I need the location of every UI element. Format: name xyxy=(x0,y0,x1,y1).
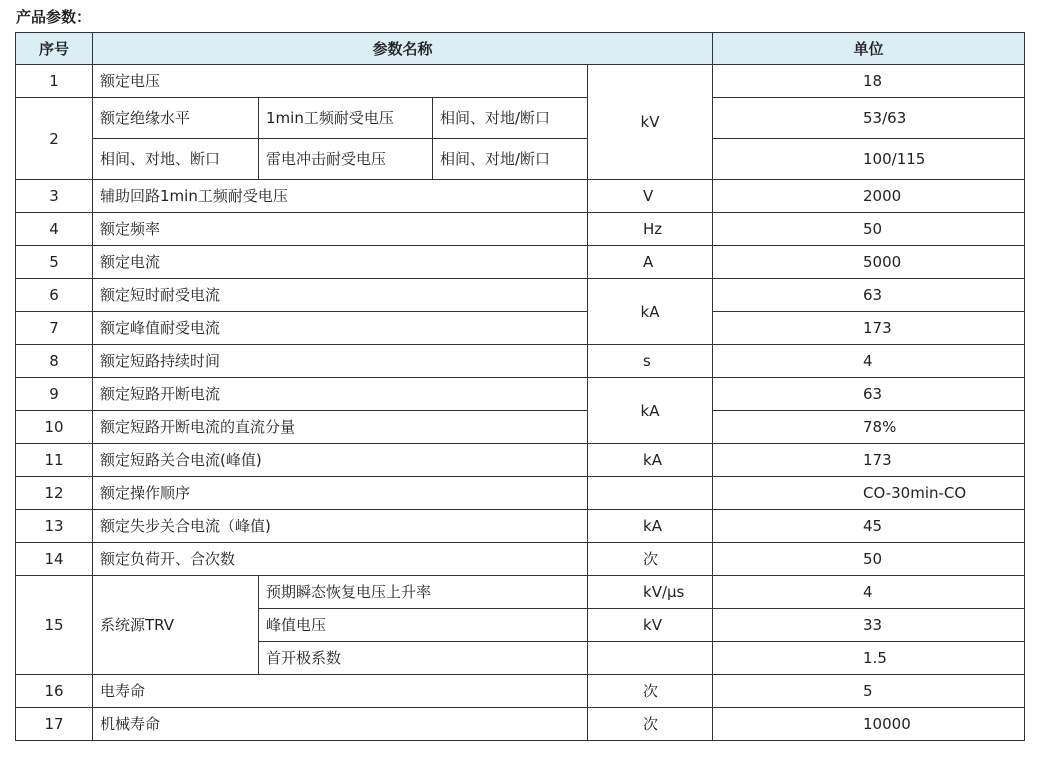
row-name: 相间、对地、断口 xyxy=(93,139,259,180)
row-value: 4 xyxy=(713,576,1025,609)
row-name: 额定短路开断电流 xyxy=(93,378,588,411)
row-unit: kA xyxy=(588,378,713,444)
row-no: 13 xyxy=(16,510,93,543)
row-unit: kA xyxy=(588,510,713,543)
row-name: 电寿命 xyxy=(93,675,588,708)
page-title: 产品参数： xyxy=(16,8,92,26)
table-row xyxy=(16,411,1025,444)
row-sub-name: 相间、对地/断口 xyxy=(433,98,588,139)
row-value: 4 xyxy=(713,345,1025,378)
row-unit xyxy=(588,642,713,675)
table-row xyxy=(16,345,1025,378)
row-value: 18 xyxy=(713,65,1025,98)
row-value: 173 xyxy=(713,312,1025,345)
row-sub-name: 预期瞬态恢复电压上升率 xyxy=(259,576,588,609)
row-name: 额定失步关合电流（峰值) xyxy=(93,510,588,543)
row-no: 16 xyxy=(16,675,93,708)
row-name: 额定绝缘水平 xyxy=(93,98,259,139)
row-name: 机械寿命 xyxy=(93,708,588,741)
row-name: 额定频率 xyxy=(93,213,588,246)
table-row xyxy=(16,98,1025,139)
row-value: 78% xyxy=(713,411,1025,444)
row-sub-name: 1min工频耐受电压 xyxy=(259,98,433,139)
row-no: 3 xyxy=(16,180,93,213)
row-value: 45 xyxy=(713,510,1025,543)
row-no: 7 xyxy=(16,312,93,345)
row-unit: V xyxy=(588,180,713,213)
row-unit: 次 xyxy=(588,708,713,741)
row-unit: kV/μs xyxy=(588,576,713,609)
row-value: 50 xyxy=(713,213,1025,246)
row-value: 2000 xyxy=(713,180,1025,213)
row-unit: A xyxy=(588,246,713,279)
row-no: 2 xyxy=(16,98,93,180)
row-unit: kA xyxy=(588,444,713,477)
row-no: 8 xyxy=(16,345,93,378)
row-name: 额定短路持续时间 xyxy=(93,345,588,378)
table-row xyxy=(16,708,1025,741)
row-unit: kV xyxy=(588,609,713,642)
row-value: 1.5 xyxy=(713,642,1025,675)
table-row xyxy=(16,444,1025,477)
row-name: 额定短时耐受电流 xyxy=(93,279,588,312)
row-name: 额定短路关合电流(峰值) xyxy=(93,444,588,477)
row-value: 5 xyxy=(713,675,1025,708)
row-name: 额定负荷开、合次数 xyxy=(93,543,588,576)
row-value: 33 xyxy=(713,609,1025,642)
table-row xyxy=(16,543,1025,576)
row-name: 额定电压 xyxy=(93,65,588,98)
table-row xyxy=(16,510,1025,543)
row-no: 17 xyxy=(16,708,93,741)
row-name: 额定峰值耐受电流 xyxy=(93,312,588,345)
row-no: 11 xyxy=(16,444,93,477)
row-no: 14 xyxy=(16,543,93,576)
table-row xyxy=(16,477,1025,510)
row-unit: kV xyxy=(588,65,713,180)
row-no: 4 xyxy=(16,213,93,246)
row-sub-name: 相间、对地/断口 xyxy=(433,139,588,180)
row-no: 10 xyxy=(16,411,93,444)
table-row xyxy=(16,675,1025,708)
row-value: 53/63 xyxy=(713,98,1025,139)
row-value: 173 xyxy=(713,444,1025,477)
header-name: 参数名称 xyxy=(93,33,713,65)
row-value: 63 xyxy=(713,378,1025,411)
row-unit: Hz xyxy=(588,213,713,246)
row-no: 6 xyxy=(16,279,93,312)
row-name: 额定操作顺序 xyxy=(93,477,588,510)
table-row xyxy=(16,139,1025,180)
row-name: 辅助回路1min工频耐受电压 xyxy=(93,180,588,213)
row-unit: 次 xyxy=(588,675,713,708)
row-sub-name: 雷电冲击耐受电压 xyxy=(259,139,433,180)
row-unit: kA xyxy=(588,279,713,345)
row-unit: s xyxy=(588,345,713,378)
table-row xyxy=(16,576,1025,609)
row-name: 系统源TRV xyxy=(93,576,259,675)
header-no: 序号 xyxy=(16,33,93,65)
row-value: 10000 xyxy=(713,708,1025,741)
row-value: CO-30min-CO xyxy=(713,477,1025,510)
table-header-row xyxy=(16,33,1025,65)
table-row xyxy=(16,279,1025,312)
row-unit xyxy=(588,477,713,510)
row-sub-name: 峰值电压 xyxy=(259,609,588,642)
row-no: 12 xyxy=(16,477,93,510)
parameter-table xyxy=(15,32,1025,65)
table-row xyxy=(16,378,1025,411)
row-value: 63 xyxy=(713,279,1025,312)
row-no: 9 xyxy=(16,378,93,411)
row-name: 额定短路开断电流的直流分量 xyxy=(93,411,588,444)
row-name: 额定电流 xyxy=(93,246,588,279)
table-row xyxy=(16,65,1025,98)
parameter-table-body xyxy=(15,64,1025,741)
row-value: 50 xyxy=(713,543,1025,576)
row-unit: 次 xyxy=(588,543,713,576)
row-no: 5 xyxy=(16,246,93,279)
table-row xyxy=(16,312,1025,345)
row-value: 5000 xyxy=(713,246,1025,279)
table-row xyxy=(16,246,1025,279)
row-value: 100/115 xyxy=(713,139,1025,180)
row-no: 1 xyxy=(16,65,93,98)
table-row xyxy=(16,213,1025,246)
row-sub-name: 首开极系数 xyxy=(259,642,588,675)
row-no: 15 xyxy=(16,576,93,675)
header-unit: 单位 xyxy=(713,33,1025,65)
table-row xyxy=(16,180,1025,213)
